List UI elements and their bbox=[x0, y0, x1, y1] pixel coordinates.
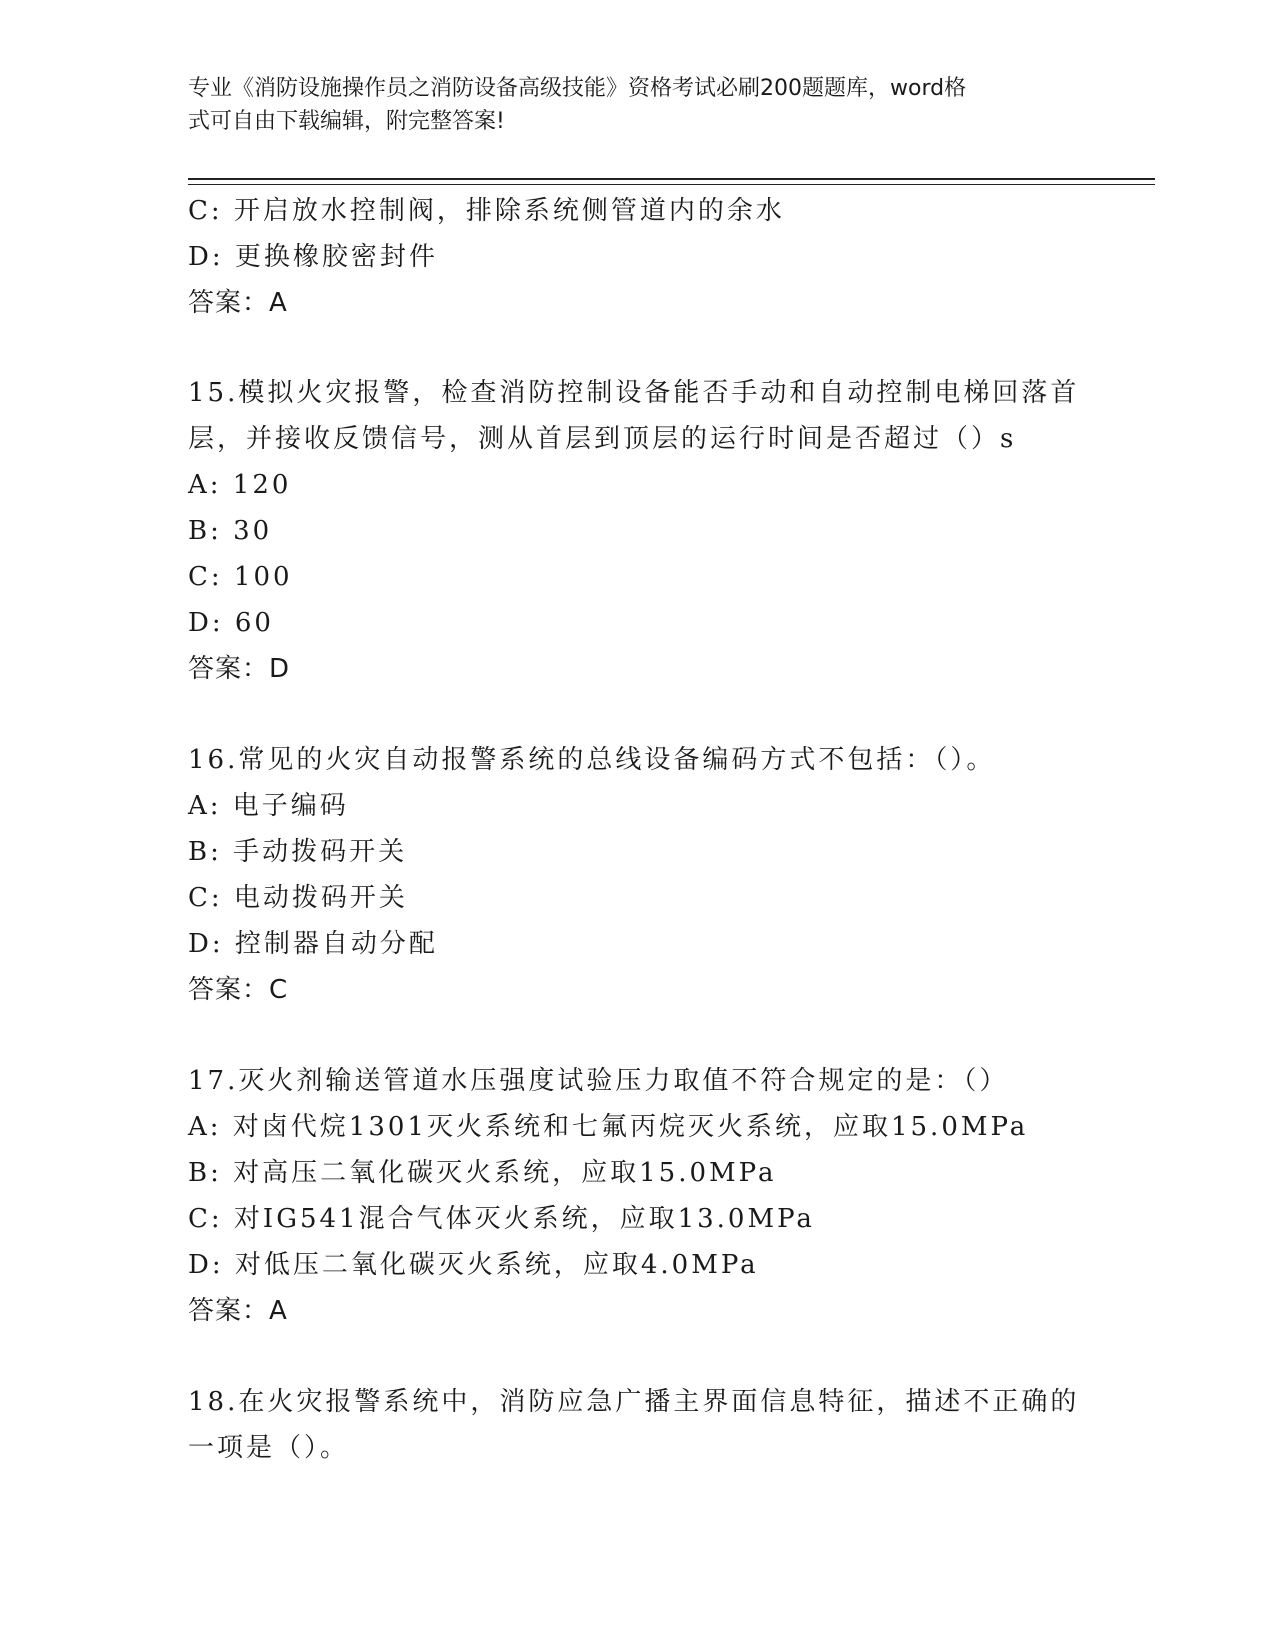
answer: 答案：A bbox=[188, 288, 288, 318]
question-stem: 15.模拟火灾报警，检查消防控制设备能否手动和自动控制电梯回落首 bbox=[188, 378, 1080, 408]
answer: 答案：D bbox=[188, 654, 291, 684]
header-line-1: 专业《消防设施操作员之消防设备高级技能》资格考试必刷200题题库，word格 bbox=[188, 76, 967, 101]
option-a: A: 对卤代烷1301灭火系统和七氟丙烷灭火系统，应取15.0MPa bbox=[188, 1112, 1029, 1142]
option-d: D: 对低压二氧化碳灭火系统，应取4.0MPa bbox=[188, 1250, 759, 1280]
answer: 答案：C bbox=[188, 975, 289, 1005]
option-c: C: 电动拨码开关 bbox=[188, 883, 408, 913]
question-17 bbox=[188, 1058, 1088, 1334]
header-divider-thick bbox=[188, 178, 1155, 180]
question-16 bbox=[188, 737, 1088, 1013]
option-d: D: 控制器自动分配 bbox=[188, 929, 438, 959]
question-15 bbox=[188, 370, 1088, 692]
option-b: B: 手动拨码开关 bbox=[188, 837, 408, 867]
option-c: C: 开启放水控制阀，排除系统侧管道内的余水 bbox=[188, 196, 785, 226]
question-stem-continued: 一项是（）。 bbox=[188, 1433, 350, 1463]
question-14-tail bbox=[188, 188, 1088, 326]
option-a: A: 120 bbox=[188, 470, 292, 500]
option-b: B: 30 bbox=[188, 516, 273, 546]
answer: 答案：A bbox=[188, 1296, 288, 1326]
question-stem: 18.在火灾报警系统中，消防应急广播主界面信息特征，描述不正确的 bbox=[188, 1387, 1080, 1417]
option-a: A: 电子编码 bbox=[188, 791, 349, 821]
document-header bbox=[188, 72, 1068, 138]
question-stem: 16.常见的火灾自动报警系统的总线设备编码方式不包括：（）。 bbox=[188, 745, 996, 775]
question-18 bbox=[188, 1379, 1088, 1471]
option-c: C: 100 bbox=[188, 562, 293, 592]
question-stem-continued: 层，并接收反馈信号，测从首层到顶层的运行时间是否超过（）s bbox=[188, 424, 1017, 454]
option-d: D: 60 bbox=[188, 608, 274, 638]
option-c: C: 对IG541混合气体灭火系统，应取13.0MPa bbox=[188, 1204, 815, 1234]
option-d: D: 更换橡胶密封件 bbox=[188, 242, 438, 272]
question-list bbox=[188, 188, 1088, 1471]
header-line-2: 式可自由下载编辑，附完整答案! bbox=[188, 109, 505, 134]
option-b: B: 对高压二氧化碳灭火系统，应取15.0MPa bbox=[188, 1158, 777, 1188]
question-stem: 17.灭火剂输送管道水压强度试验压力取值不符合规定的是：（） bbox=[188, 1066, 1009, 1096]
header-divider-thin bbox=[188, 184, 1155, 185]
